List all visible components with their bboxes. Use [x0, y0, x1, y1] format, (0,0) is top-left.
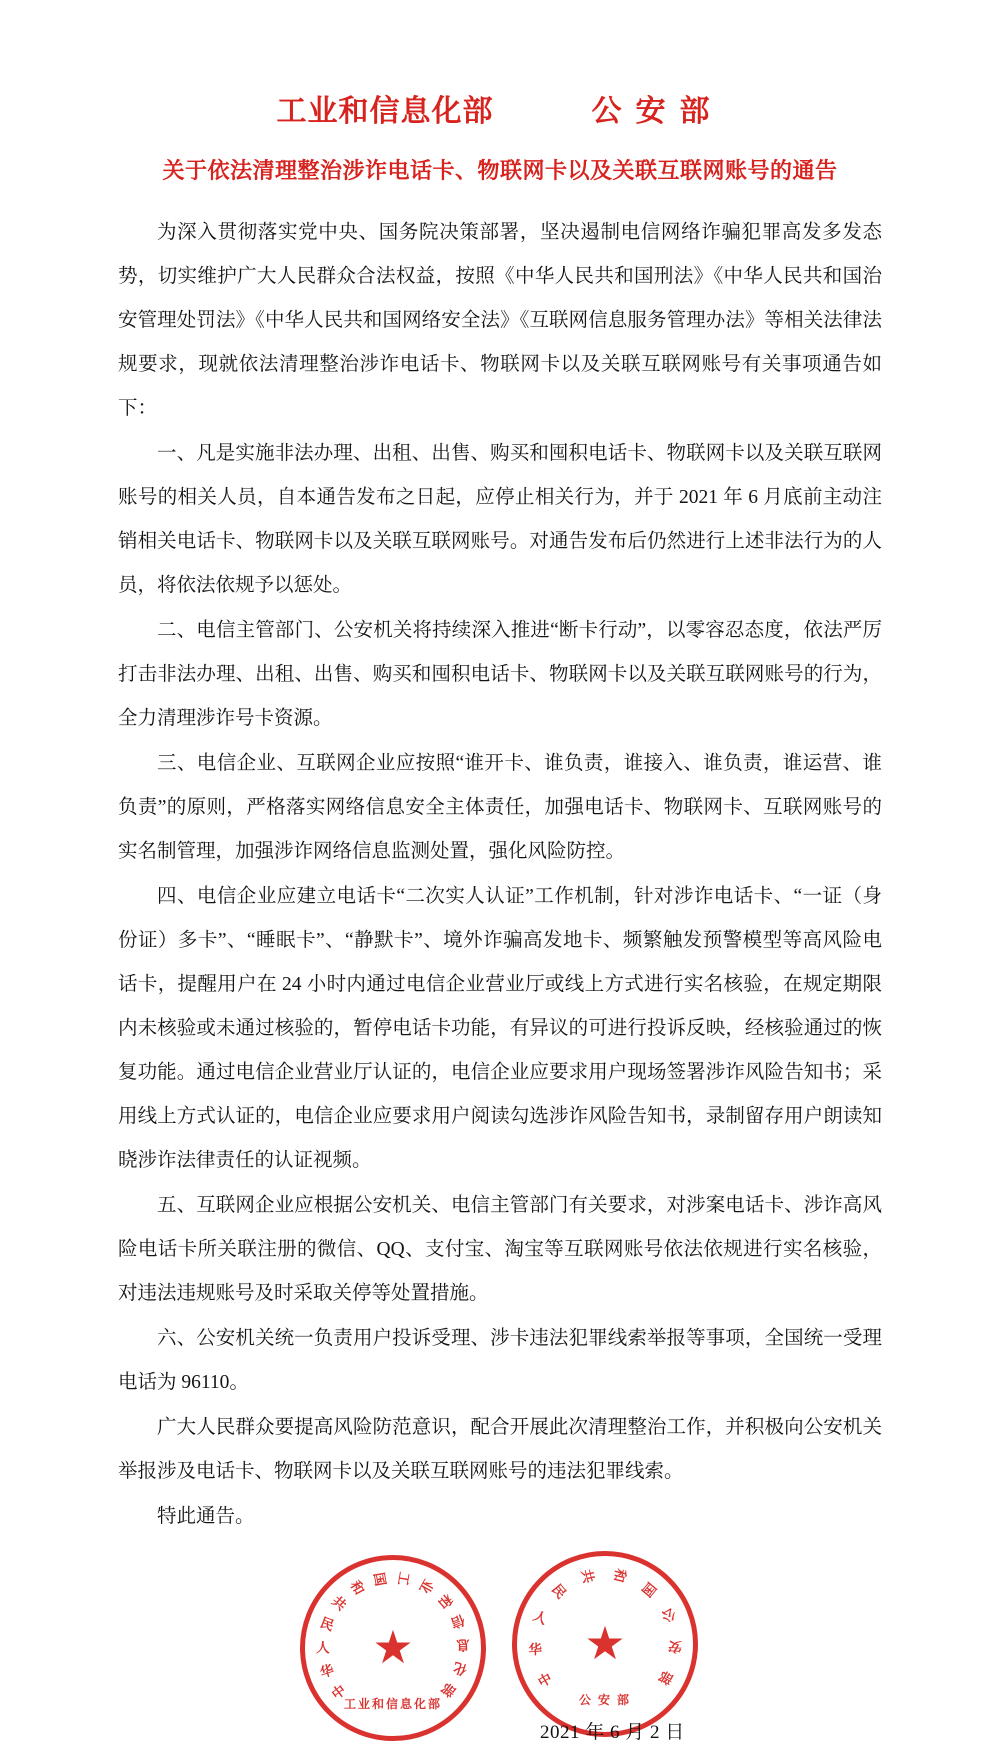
seal-mps-bottom: 公 安 部: [578, 1693, 631, 1707]
paragraph-2: 二、电信主管部门、公安机关将持续深入推进“断卡行动”，以零容忍态度，依法严厉打击非法办理、出租、出售、购买和囤积电话卡、物联网卡以及关联互联网账号的行为，全力清理涉诈号卡资源。: [118, 620, 882, 729]
seal-mps: [512, 1551, 698, 1737]
seal-miit-bottom: 工业和信息化部: [343, 1697, 442, 1711]
document-body: [118, 211, 882, 1539]
paragraph-6: 六、公安机关统一负责用户投诉受理、涉卡违法犯罪线索举报等事项，全国统一受理电话为 96110。: [118, 1328, 882, 1393]
seal-mps-ring: 中 华 人 民 共 和 国 公 安 部: [528, 1567, 683, 1691]
seal-area: [0, 1545, 1000, 1745]
seal-miit: [300, 1555, 486, 1741]
paragraph-4: 四、电信企业应建立电话卡“二次实人认证”工作机制，针对涉诈电话卡、“一证（身份证）多卡”、“睡眠卡”、“静默卡”、境外诈骗高发地卡、频繁触发预警模型等高风险电话卡，提醒用户在 24 小时内通过电信企业营业厅或线上方式进行实名核验，在规定期限内未核验或未通过核验的，暂停电话卡功能，有异议的可进行投诉反映，经核验通过的恢复功能。通过电信企业营业厅认证的，电信企业应要求用户现场签署涉诈风险告知书；采用线上方式认证的，电信企业应要求用户阅读勾选涉诈风险告知书，录制留存用户朗读知晓涉诈法律责任的认证视频。: [118, 886, 882, 1171]
star-icon: ★: [372, 1622, 414, 1673]
paragraph-3: 三、电信企业、互联网企业应按照“谁开卡、谁负责，谁接入、谁负责，谁运营、谁负责”的原则，严格落实网络信息安全主体责任，加强电话卡、物联网卡、互联网账号的实名制管理，加强涉诈网络信息监测处置，强化风险防控。: [118, 753, 882, 862]
paragraph-1: 一、凡是实施非法办理、出租、出售、购买和囤积电话卡、物联网卡以及关联互联网账号的相关人员，自本通告发布之日起，应停止相关行为，并于 2021 年 6 月底前主动注销相关电话卡、物联网卡以及关联互联网账号。对通告发布后仍然进行上述非法行为的人员，将依法依规予以惩处。: [118, 443, 882, 596]
paragraph-8: 特此通告。: [157, 1506, 255, 1527]
document-header: [0, 86, 1000, 130]
document-title: 关于依法清理整治涉诈电话卡、物联网卡以及关联互联网账号的通告: [162, 158, 838, 183]
paragraph-5: 五、互联网企业应根据公安机关、电信主管部门有关要求，对涉案电话卡、涉诈高风险电话卡所关联注册的微信、QQ、支付宝、淘宝等互联网账号依法依规进行实名核验，对违法违规账号及时采取关停等处置措施。: [118, 1195, 882, 1304]
issuing-org-right: 公安部: [591, 95, 724, 128]
paragraph-7: 广大人民群众要提高风险防范意识，配合开展此次清理整治工作，并积极向公安机关举报涉及电话卡、物联网卡以及关联互联网账号的违法犯罪线索。: [118, 1417, 882, 1482]
issuing-org-left: 工业和信息化部: [276, 95, 494, 128]
issue-date: 2021 年 6 月 2 日: [540, 1722, 685, 1743]
paragraph-0: 为深入贯彻落实党中央、国务院决策部署，坚决遏制电信网络诈骗犯罪高发多发态势，切实维护广大人民群众合法权益，按照《中华人民共和国刑法》《中华人民共和国治安管理处罚法》《中华人民共和国网络安全法》《互联网信息服务管理办法》等相关法律法规要求，现就依法清理整治涉诈电话卡、物联网卡以及关联互联网账号有关事项通告如下：: [118, 222, 882, 419]
seal-miit-ring: 中 华 人 民 共 和 国 工 业 和 信 息 化 部: [316, 1570, 470, 1703]
star-icon: ★: [584, 1618, 626, 1669]
